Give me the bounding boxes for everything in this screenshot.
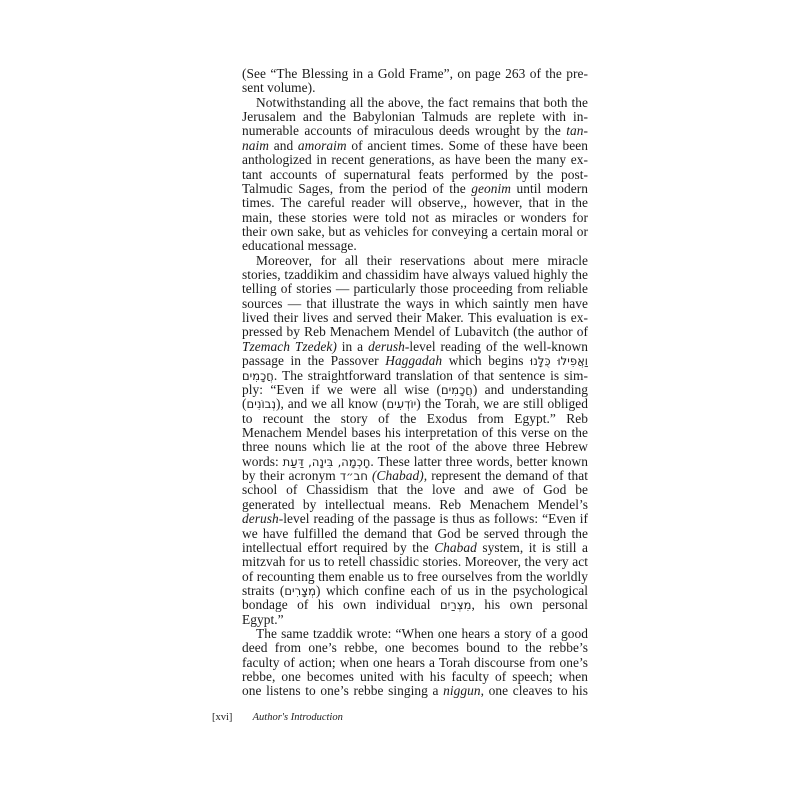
- text-line: [242, 81, 588, 95]
- text-run: represent the demand of that: [427, 468, 588, 484]
- text-line: [242, 354, 588, 368]
- text-run: (: [242, 396, 247, 412]
- text-line: [242, 225, 588, 239]
- italic-term: Chabad: [434, 539, 477, 555]
- hebrew-term: נְבוֹנִים: [246, 397, 277, 412]
- text-line: [242, 96, 588, 110]
- text-line: [242, 383, 588, 397]
- text-run: and: [268, 137, 298, 153]
- text-run: faculty of action; when one hears a Torah discourse from one’s: [242, 654, 588, 670]
- text-run: main, these stories were told not as miracles or wonders for: [242, 209, 588, 225]
- text-line: [242, 641, 588, 655]
- text-run: -level reading of the passage is thus as follows: “Even if: [278, 511, 588, 527]
- text-line: [242, 168, 588, 182]
- text-line: [242, 110, 588, 124]
- text-run: intellectual effort required by the: [242, 539, 435, 555]
- text-line: [242, 297, 588, 311]
- hebrew-term: חָכְמָה, בִּינָה, דַּעַת: [282, 454, 371, 469]
- text-run: sent volume).: [242, 80, 316, 96]
- text-run: deed from one’s rebbe, one becomes bound to the rebbe’s: [242, 640, 588, 656]
- text-run: (See “The Blessing in a Gold Frame”, on page 263 of the pre-: [242, 66, 588, 81]
- italic-term: (Chabad),: [372, 468, 428, 484]
- italic-term: derush: [368, 338, 405, 354]
- text-line: [242, 268, 588, 282]
- text-line: [242, 555, 588, 569]
- text-line: [242, 426, 588, 440]
- text-line: [242, 455, 588, 469]
- italic-term: tan-: [566, 123, 588, 139]
- text-run: Moreover, for all their reservations about mere miracle: [256, 252, 588, 268]
- text-line: [242, 469, 588, 483]
- text-run: Notwithstanding all the above, the fact remains that both the: [256, 94, 588, 110]
- text-run: Jerusalem and the Babylonian Talmuds are replete with in-: [242, 109, 588, 125]
- text-run: their own sake, but as vehicles for conveying a certain moral or: [242, 223, 588, 239]
- running-head: Author's Introduction: [252, 712, 343, 723]
- hebrew-term: מְצָרִים: [284, 583, 316, 598]
- hebrew-term: חב״ד: [339, 469, 368, 484]
- text-run: generated by intellectual means. Reb Menachem Mendel’s: [242, 496, 588, 512]
- text-run: ) and understanding: [472, 381, 588, 397]
- text-line: [242, 239, 588, 253]
- text-line: [242, 656, 588, 670]
- text-line: [242, 670, 588, 684]
- text-line: [242, 67, 588, 81]
- text-run: stories, tzaddikim and chassidim have always valued highly the: [242, 267, 588, 283]
- body-text: [242, 67, 588, 699]
- text-run: educational message.: [242, 238, 357, 254]
- text-run: to recount the story of the Exodus from Egypt.” Reb: [242, 410, 588, 426]
- text-run: bondage of his own individual: [242, 597, 440, 613]
- hebrew-term: וַאֲפִילוּ כֻּלָּנוּ: [530, 354, 588, 369]
- italic-term: derush: [242, 511, 279, 527]
- text-line: [242, 282, 588, 296]
- text-run: rebbe, one becomes united with his faculty of speech; when: [242, 669, 588, 685]
- text-line: [242, 369, 588, 383]
- text-run: , his own personal: [471, 597, 588, 613]
- text-line: [242, 311, 588, 325]
- text-run: of recounting them enable us to free ourselves from the worldly: [242, 568, 588, 584]
- text-run: we have fulfilled the demand that God be served through the: [242, 525, 588, 541]
- text-run: ply: “Even if we were all wise (: [242, 381, 441, 397]
- text-run: ), and we all know (: [276, 396, 387, 412]
- italic-term: niggun: [443, 683, 481, 699]
- text-run: mitzvah for us to retell chassidic stories. Moreover, the very act: [242, 554, 588, 570]
- text-run: . The straightforward translation of that sentence is sim-: [273, 367, 588, 383]
- text-run: in a: [336, 338, 369, 354]
- text-line: [242, 598, 588, 612]
- text-line: [242, 153, 588, 167]
- text-line: [242, 340, 588, 354]
- text-run: one listens to one’s rebbe singing a: [242, 683, 444, 699]
- text-line: [242, 483, 588, 497]
- italic-term: amoraim: [297, 137, 347, 153]
- text-run: words:: [242, 453, 283, 469]
- text-run: sources — that illustrate the ways in which saintly men have: [242, 295, 588, 311]
- text-line: [242, 498, 588, 512]
- text-line: [242, 613, 588, 627]
- text-run: school of Chassidism that the love and awe of God be: [242, 482, 588, 498]
- text-run: lived their lives and served their Maker. This evaluation is ex-: [242, 310, 588, 326]
- page-number: [xvi]: [212, 712, 233, 723]
- text-line: [242, 254, 588, 268]
- text-line: [242, 541, 588, 555]
- text-run: . These latter three words, better known: [370, 453, 588, 469]
- text-line: [242, 325, 588, 339]
- text-run: ) the Torah, we are still obliged: [416, 396, 589, 412]
- text-run: numerable accounts of miraculous deeds wrought by the: [242, 123, 567, 139]
- text-line: [242, 211, 588, 225]
- page-footer: [212, 711, 343, 725]
- text-line: [242, 196, 588, 210]
- text-line: [242, 412, 588, 426]
- italic-term: Haggadah: [385, 353, 443, 369]
- text-run: The same tzaddik wrote: “When one hears a story of a good: [256, 626, 588, 642]
- text-run: , one cleaves to his: [480, 683, 588, 699]
- italic-term: Tzemach Tzedek): [242, 338, 337, 354]
- text-run: Menachem Mendel bases his interpretation of this verse on the: [242, 424, 588, 440]
- text-run: Egypt.”: [242, 611, 284, 627]
- italic-term: naim: [242, 137, 269, 153]
- text-run: passage in the Passover: [242, 353, 386, 369]
- text-line: [242, 397, 588, 411]
- text-line: [242, 124, 588, 138]
- text-line: [242, 512, 588, 526]
- text-run: by their acronym: [242, 468, 340, 484]
- text-line: [242, 440, 588, 454]
- hebrew-term: מִצְרַיִם: [439, 598, 472, 613]
- text-run: three nouns which lie at the root of the above three Hebrew: [242, 439, 588, 455]
- text-run: tant accounts of supernatural feats performed by the post-: [242, 166, 588, 182]
- text-run: of ancient times. Some of these have been: [346, 137, 589, 153]
- hebrew-term: חֲכָמִים: [242, 368, 274, 383]
- text-run: ) which confine each of us in the psychological: [315, 582, 589, 598]
- text-run: system, it is still a: [476, 539, 588, 555]
- text-line: [242, 584, 588, 598]
- text-run: until modern: [510, 180, 588, 196]
- text-run: straits (: [242, 582, 285, 598]
- text-line: [242, 139, 588, 153]
- text-run: anthologized in recent generations, as have been the many ex-: [242, 152, 588, 168]
- text-run: -level reading of the well-known: [404, 338, 588, 354]
- text-line: [242, 527, 588, 541]
- italic-term: geonim: [471, 180, 511, 196]
- text-run: Talmudic Sages, from the period of the: [242, 180, 472, 196]
- text-run: times. The careful reader will observe,, however, that in the: [242, 195, 588, 211]
- text-line: [242, 684, 588, 698]
- hebrew-term: יוֹדְעִים: [386, 397, 417, 412]
- text-line: [242, 570, 588, 584]
- hebrew-term: חֲכָמִים: [440, 382, 473, 397]
- text-run: telling of stories — particularly those proceeding from reliable: [242, 281, 588, 297]
- text-run: pressed by Reb Menachem Mendel of Lubavitch (the author of: [242, 324, 588, 340]
- text-run: which begins: [442, 353, 531, 369]
- text-line: [242, 182, 588, 196]
- text-line: [242, 627, 588, 641]
